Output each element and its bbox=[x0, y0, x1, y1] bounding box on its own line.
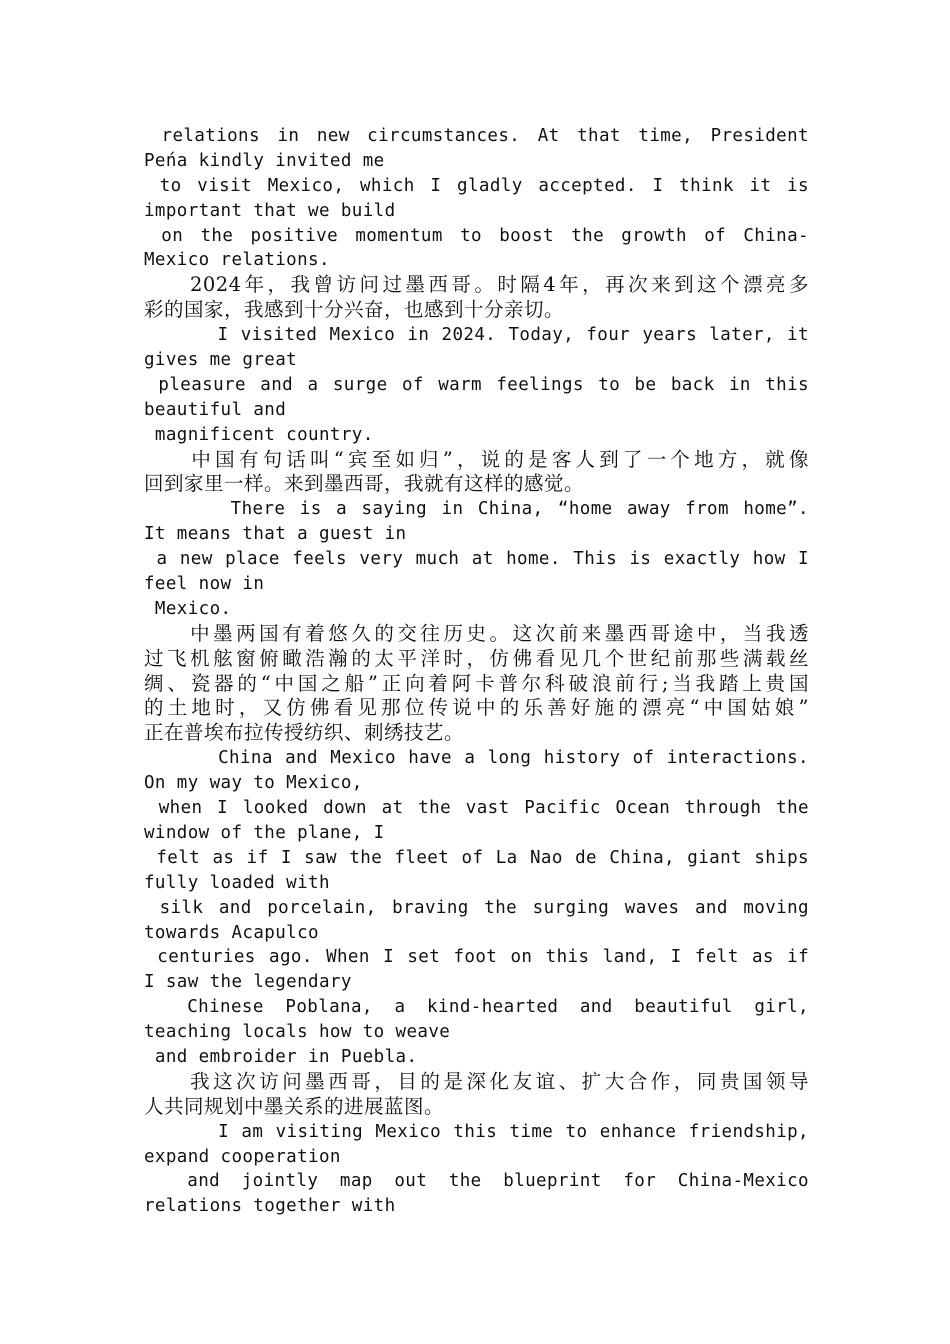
english-text-line: I am visiting Mexico this time to enhance friendship, bbox=[144, 1121, 809, 1142]
english-text-line: relations in new circumstances. At that time, President bbox=[144, 126, 809, 146]
chinese-text-line: 2024年，我曾访问过墨西哥。时隔4年，再次来到这个漂亮多 bbox=[144, 273, 809, 297]
chinese-text-line: 中墨两国有着悠久的交往历史。这次前来墨西哥途中，当我透 bbox=[144, 621, 809, 645]
english-text-line: gives me great bbox=[144, 350, 298, 371]
english-text-line: window of the plane, I bbox=[144, 822, 385, 843]
chinese-text-line: 回到家里一样。来到墨西哥，我就有这样的感觉。 bbox=[144, 472, 585, 496]
english-text-line: to visit Mexico, which I gladly accepted. I think it is bbox=[144, 175, 809, 196]
english-text-line: relations together with bbox=[144, 1196, 396, 1217]
english-text-line: centuries ago. When I set foot on this land, I felt as if bbox=[144, 947, 809, 968]
english-text-line: a new place feels very much at home. This is exactly how I bbox=[144, 549, 809, 570]
chinese-text-line: 人共同规划中墨关系的进展蓝图。 bbox=[144, 1094, 445, 1118]
chinese-text-line: 的土地时，又仿佛看见那位传说中的乐善好施的漂亮“中国姑娘” bbox=[144, 696, 809, 720]
english-text-line: I visited Mexico in 2024. Today, four years later, it bbox=[144, 325, 809, 346]
english-text-line: teaching locals how to weave bbox=[144, 1022, 451, 1043]
chinese-text-line: 过飞机舷窗俯瞰浩瀚的太平洋时，仿佛看见几个世纪前那些满载丝 bbox=[144, 646, 809, 670]
english-text-line: feel now in bbox=[144, 574, 265, 595]
chinese-text-line: 彩的国家，我感到十分兴奋，也感到十分亲切。 bbox=[144, 298, 565, 322]
english-text-line: on the positive momentum to boost the growth of China- bbox=[144, 225, 809, 246]
english-text-line: and embroider in Puebla. bbox=[144, 1046, 418, 1067]
chinese-text-line: 正在普埃布拉传授纺织、刺绣技艺。 bbox=[144, 721, 465, 745]
english-text-line: felt as if I saw the fleet of La Nao de China, giant ships bbox=[144, 847, 809, 868]
english-text-line: Peńa kindly invited me bbox=[144, 150, 385, 171]
document-page bbox=[144, 124, 809, 1219]
english-text-line: beautiful and bbox=[144, 399, 287, 420]
english-text-line: expand cooperation bbox=[144, 1146, 341, 1167]
english-text-line: Chinese Poblana, a kind-hearted and beautiful girl, bbox=[144, 997, 809, 1018]
chinese-text-line: 中国有句话叫“宾至如归”，说的是客人到了一个地方，就像 bbox=[144, 447, 809, 471]
english-text-line: towards Acapulco bbox=[144, 922, 319, 943]
english-text-line: On my way to Mexico, bbox=[144, 773, 363, 794]
english-text-line: magnificent country. bbox=[144, 424, 374, 445]
english-text-line: and jointly map out the blueprint for China-Mexico bbox=[144, 1171, 809, 1192]
english-text-line: pleasure and a surge of warm feelings to be back in this bbox=[144, 374, 809, 395]
english-text-line: Mexico. bbox=[144, 598, 232, 619]
english-text-line: It means that a guest in bbox=[144, 524, 407, 545]
english-text-line: fully loaded with bbox=[144, 872, 330, 893]
english-text-line: silk and porcelain, braving the surging waves and moving bbox=[144, 897, 809, 918]
english-text-line: when I looked down at the vast Pacific Ocean through the bbox=[144, 798, 809, 819]
chinese-text-line: 绸、瓷器的“中国之船”正向着阿卡普尔科破浪前行;当我踏上贵国 bbox=[144, 671, 809, 695]
chinese-text-line: 我这次访问墨西哥，目的是深化友谊、扩大合作，同贵国领导 bbox=[144, 1069, 809, 1093]
english-text-line: China and Mexico have a long history of interactions. bbox=[144, 748, 809, 769]
english-text-line: There is a saying in China, “home away from home”. bbox=[144, 499, 809, 520]
english-text-line: Mexico relations. bbox=[144, 250, 330, 271]
english-text-line: I saw the legendary bbox=[144, 972, 352, 993]
english-text-line: important that we build bbox=[144, 200, 396, 221]
